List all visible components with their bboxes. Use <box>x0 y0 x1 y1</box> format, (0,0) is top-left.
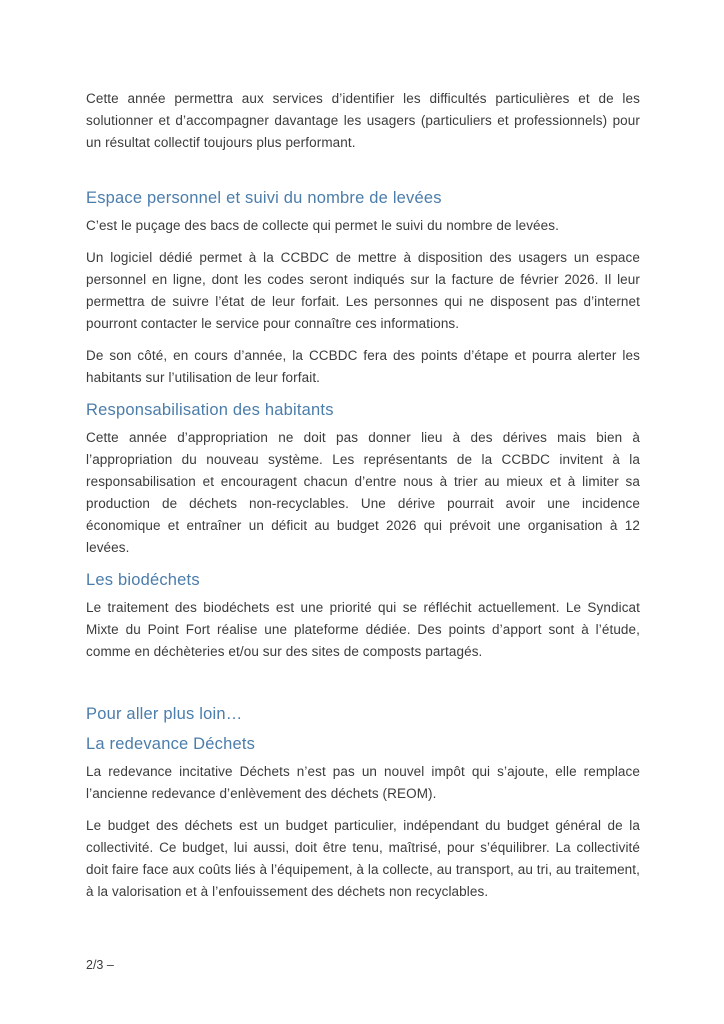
paragraph-logiciel-dedie: Un logiciel dédié permet à la CCBDC de mettre à disposition des usagers un espace personnel en ligne, dont les codes seront indiqués sur la facture de février 2026. Il leur permettra de suivre l’état de leur forfait. Les personnes qui ne disposent pas d’internet pourront contacter le service pour connaître ces informations. <box>86 250 640 331</box>
intro-paragraph: Cette année permettra aux services d’identifier les difficultés particulières et de les solutionner et d’accompagner davantage les usagers (particuliers et professionnels) pour un résultat collectif toujours plus performant. <box>86 91 640 150</box>
paragraph-budget-dechets: Le budget des déchets est un budget particulier, indépendant du budget général de la collectivité. Ce budget, lui aussi, doit être tenu, maîtrisé, pour s’équilibrer. La collectivité doit faire face aux coûts liés à l’équipement, à la collecte, au transport, au tri, au traitement, à la valorisation et à l’enfouissement des déchets non recyclables. <box>86 818 640 899</box>
section-heading-biodechets: Les biodéchets <box>86 571 200 589</box>
section-heading-redevance-dechets: La redevance Déchets <box>86 735 256 753</box>
paragraph-points-etape: De son côté, en cours d’année, la CCBDC fera des points d’étape et pourra alerter les habitants sur l’utilisation de leur forfait. <box>86 348 640 385</box>
paragraph-pucage-bacs: C’est le puçage des bacs de collecte qui permet le suivi du nombre de levées. <box>86 218 559 233</box>
page-number: 2/3 – <box>86 958 114 972</box>
section-heading-responsabilisation: Responsabilisation des habitants <box>86 401 334 419</box>
document-content <box>86 88 640 913</box>
paragraph-traitement-biodechets: Le traitement des biodéchets est une priorité qui se réfléchit actuellement. Le Syndicat Mixte du Point Fort réalise une plateforme dédiée. Des points d’apport sont à l’étude, comme en déchèteries et/ou sur des sites de composts partagés. <box>86 600 640 659</box>
paragraph-redevance-incitative: La redevance incitative Déchets n’est pas un nouvel impôt qui s’ajoute, elle remplace l’ancienne redevance d’enlèvement des déchets (REOM). <box>86 764 640 801</box>
section-heading-pour-aller-plus-loin: Pour aller plus loin… <box>86 705 243 723</box>
paragraph-annee-appropriation: Cette année d’appropriation ne doit pas donner lieu à des dérives mais bien à l’appropriation du nouveau système. Les représentants de la CCBDC invitent à la responsabilisation et encouragent chacun d’entre nous à trier au mieux et à limiter sa production de déchets non-recyclables. Une dérive pourrait avoir une incidence économique et entraîner un déficit au budget 2026 qui prévoit une organisation à 12 levées. <box>86 430 640 555</box>
section-heading-espace-personnel: Espace personnel et suivi du nombre de levées <box>86 189 442 207</box>
